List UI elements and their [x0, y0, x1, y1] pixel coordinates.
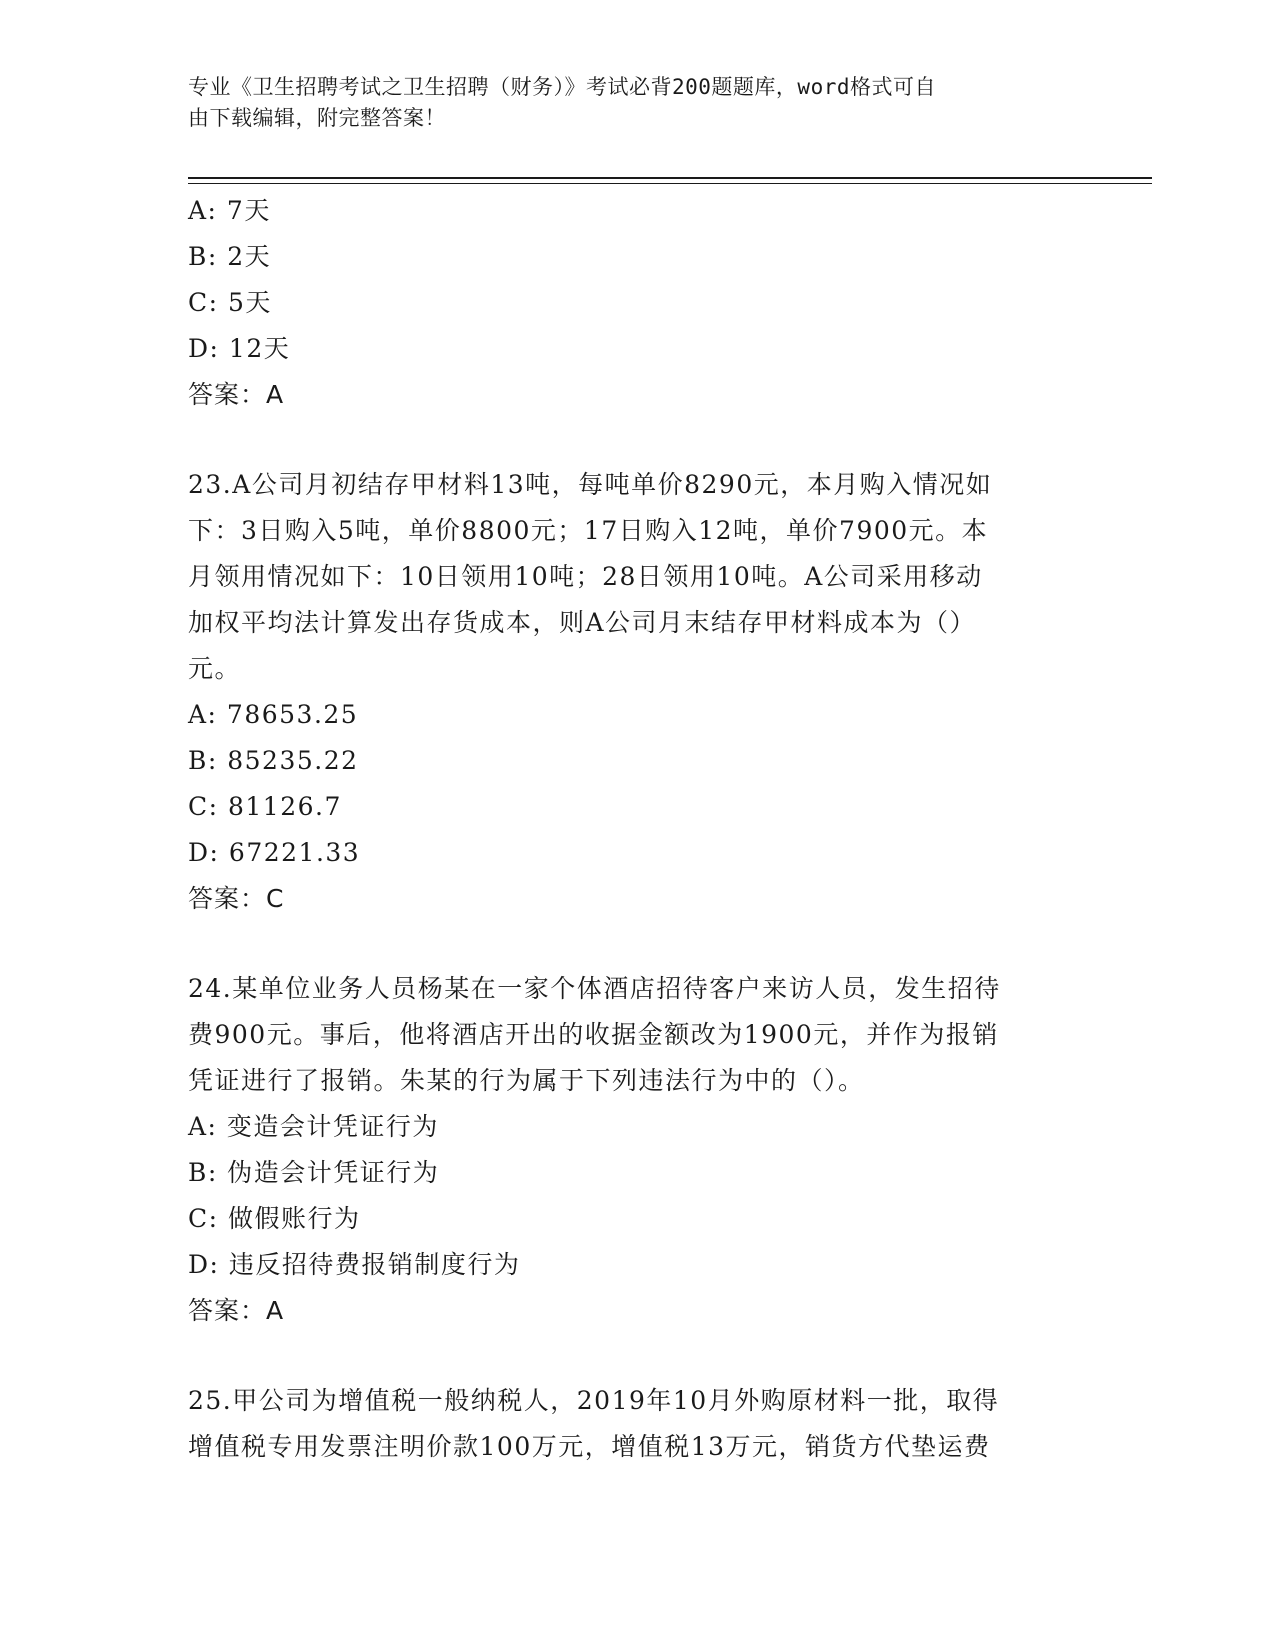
option-d: D: 12天 — [188, 334, 291, 363]
question-text-line: 加权平均法计算发出存货成本，则A公司月末结存甲材料成本为（） — [188, 608, 977, 637]
question-24 — [188, 966, 1078, 1334]
question-list — [188, 188, 1078, 1470]
option-a: A: 78653.25 — [188, 700, 359, 729]
option-c: C: 81126.7 — [188, 792, 342, 821]
header-line-2: 由下载编辑，附完整答案！ — [188, 106, 446, 130]
question-text-line: 23.A公司月初结存甲材料13吨，每吨单价8290元，本月购入情况如 — [188, 470, 993, 499]
header-line-1: 专业《卫生招聘考试之卫生招聘（财务）》考试必背200题题库，word格式可自 — [188, 75, 936, 99]
question-text-line: 凭证进行了报销。朱某的行为属于下列违法行为中的（）。 — [188, 1066, 865, 1095]
question-text-line: 增值税专用发票注明价款100万元，增值税13万元，销货方代垫运费 — [188, 1432, 991, 1461]
answer-line: 答案：A — [188, 1296, 285, 1325]
question-text-line: 元。 — [188, 654, 242, 683]
question-text-line: 月领用情况如下：10日领用10吨；28日领用10吨。A公司采用移动 — [188, 562, 983, 591]
option-b: B: 2天 — [188, 242, 272, 271]
header-rule-thin — [188, 183, 1152, 184]
option-d: D: 67221.33 — [188, 838, 361, 867]
option-b: B: 85235.22 — [188, 746, 359, 775]
option-d: D: 违反招待费报销制度行为 — [188, 1250, 521, 1279]
option-a: A: 7天 — [188, 196, 271, 225]
question-22-continued — [188, 188, 1078, 418]
option-c: C: 5天 — [188, 288, 272, 317]
question-25 — [188, 1378, 1078, 1470]
question-text-line: 24.某单位业务人员杨某在一家个体酒店招待客户来访人员，发生招待 — [188, 974, 1001, 1003]
question-text-line: 下：3日购入5吨，单价8800元；17日购入12吨，单价7900元。本 — [188, 516, 989, 545]
option-c: C: 做假账行为 — [188, 1204, 361, 1233]
option-b: B: 伪造会计凭证行为 — [188, 1158, 440, 1187]
document-header — [188, 72, 1068, 134]
question-text-line: 25.甲公司为增值税一般纳税人，2019年10月外购原材料一批，取得 — [188, 1386, 1000, 1415]
question-text-line: 费900元。事后，他将酒店开出的收据金额改为1900元，并作为报销 — [188, 1020, 999, 1049]
header-rule-thick — [188, 177, 1152, 179]
question-23 — [188, 462, 1078, 922]
answer-line: 答案：C — [188, 884, 285, 913]
answer-line: 答案：A — [188, 380, 285, 409]
option-a: A: 变造会计凭证行为 — [188, 1112, 439, 1141]
